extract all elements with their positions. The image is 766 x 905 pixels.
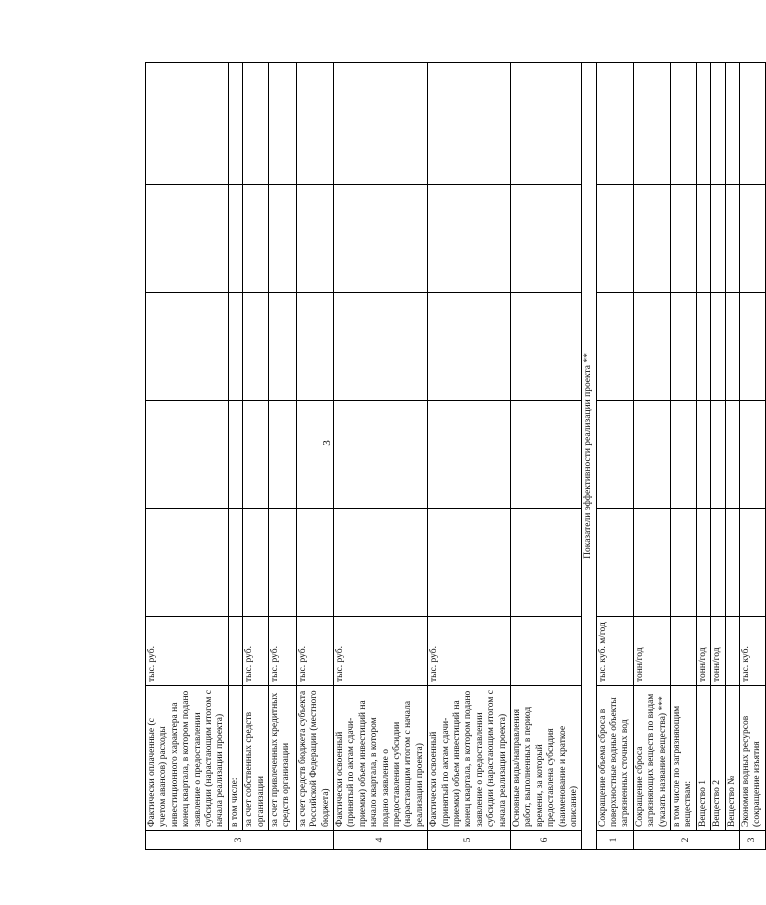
table-row [146,63,229,850]
table-row [334,63,428,850]
value-cell [146,293,229,401]
table-row [428,63,511,850]
row-unit: тонн/год [633,617,670,686]
row-unit: тыс. руб. [243,617,269,686]
row-unit [725,617,739,686]
row-unit: тонн/год [711,617,725,686]
row-description: Вещество 2 [711,686,725,831]
row-unit [228,617,242,686]
table-row [268,63,296,850]
row-unit: тыс. куб. [739,617,765,686]
table-row [633,63,670,850]
section-title: Показатели эффективности реализации проекта ** [582,63,596,850]
row-number: 2 [633,831,739,850]
row-number: 1 [596,831,633,850]
row-description: Фактически освоенный (принятый по актам сдачи-приемки) объем инвестиций на начало квартала, в котором подано заявление о предоставлении субсидии (нарастающим итогом с начала реализации проекта) [334,686,428,831]
rotated-sheet [145,63,763,850]
row-number: 3 [739,831,765,850]
row-number: 4 [334,831,428,850]
table-row [711,63,725,850]
table-row [243,63,269,850]
value-cell [146,401,229,509]
row-unit: тыс. руб. [268,617,296,686]
row-unit: тыс. руб. [428,617,511,686]
row-description: Сокращение объема сброса в поверхностные водные объекты загрязненных сточных вод [596,686,633,831]
page-number: 3 [320,440,333,446]
table-row [696,63,710,850]
row-description: Фактически освоенный (принятый по актам сдачи-приемки) объем инвестиций на конец квартала, в котором подано заявление о предоставлении субсидии (нарастающим итогом с начала реализации проекта) [428,686,511,831]
value-cell [146,509,229,617]
table-row [725,63,739,850]
row-description: Основные виды/направления работ, выполненных в период времени, за который предоставлена субсидия (наименование и краткое описание) [510,686,581,831]
row-description: Вещество 1 [696,686,710,831]
row-number: 6 [510,831,581,850]
row-unit: тыс. руб. [296,617,333,686]
row-number: 3 [146,831,334,850]
table-row [228,63,242,850]
row-description: Экономия водных ресурсов (сокращение изъятия [739,686,765,831]
row-unit [671,617,697,686]
table-row [739,63,765,850]
section-header-row [582,63,596,850]
value-cell [146,185,229,293]
row-description: в том числе: [228,686,242,831]
table-row [596,63,633,850]
row-unit [510,617,581,686]
row-unit: тыс. руб. [146,617,229,686]
table-row [510,63,581,850]
row-description: Вещество № [725,686,739,831]
row-description: Сокращение сброса загрязняющих веществ по видам (указать название вещества) *** [633,686,670,831]
report-table [145,62,766,850]
table-row [671,63,697,850]
row-description: за счет привлеченных кредитных средств организации [268,686,296,831]
row-description: в том числе по загрязняющим веществам: [671,686,697,831]
row-description: за счет средств бюджета субъекта Российской Федерации (местного бюджета) [296,686,333,831]
table-row [296,63,333,850]
row-unit: тыс. руб. [334,617,428,686]
row-number: 5 [428,831,511,850]
row-description: Фактически оплаченные (с учетом авансов) расходы инвестиционного характера на конец квартала, в котором подано заявление о предоставлении субсидии (нарастающим итогом с начала реализации проекта) [146,686,229,831]
row-description: за счет собственных средств организации [243,686,269,831]
value-cell [146,63,229,185]
row-unit: тонн/год [696,617,710,686]
row-unit: тыс. куб. м/год [596,617,633,686]
